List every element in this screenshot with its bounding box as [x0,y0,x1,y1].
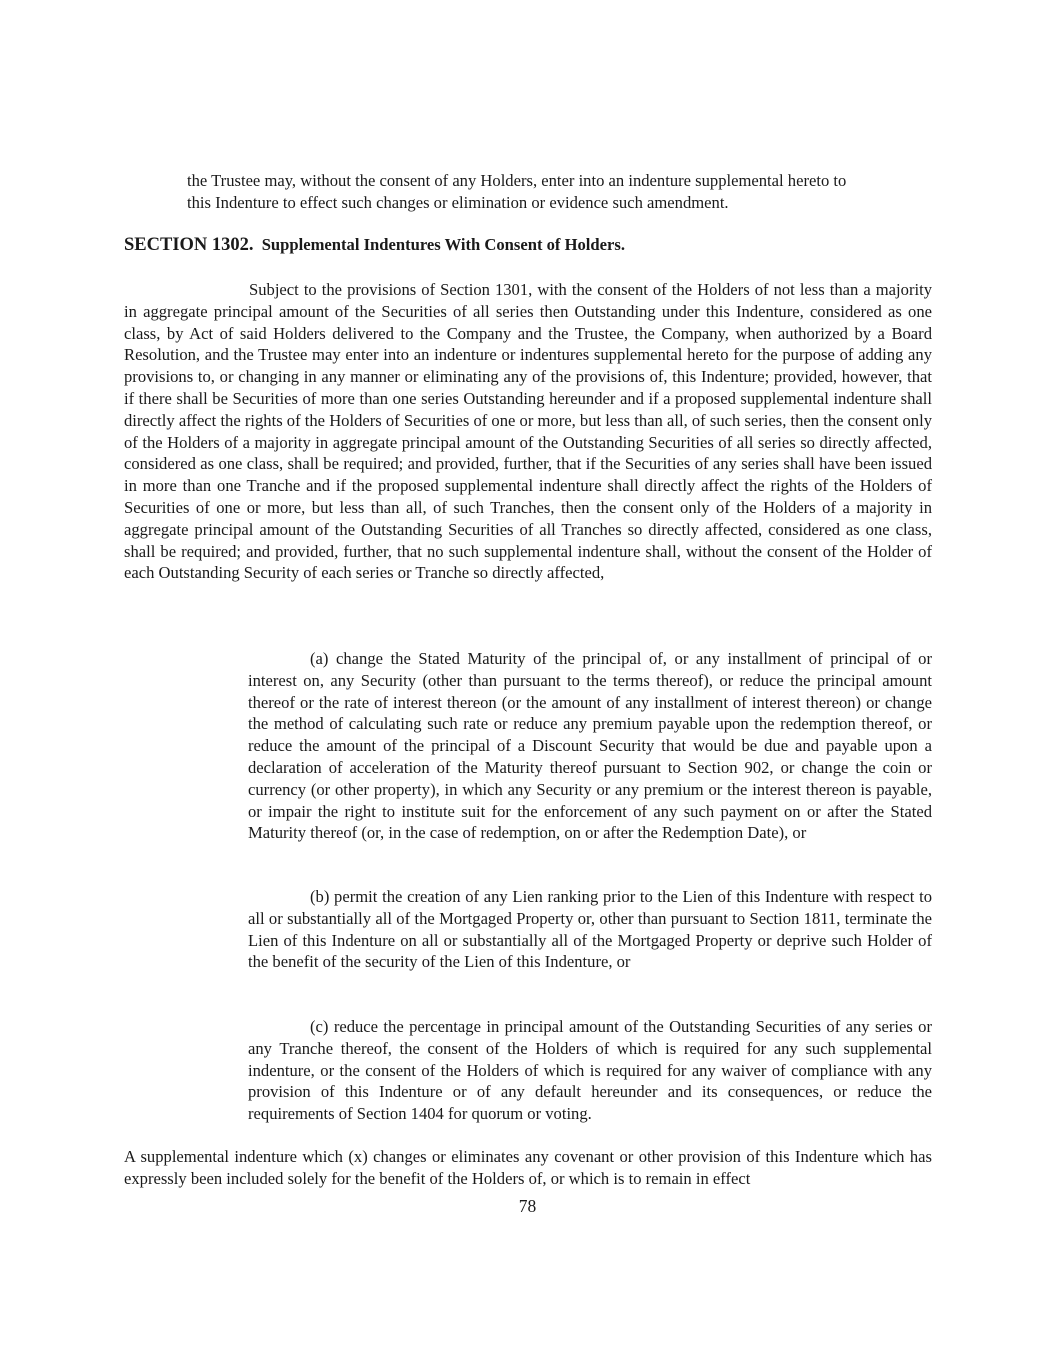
section-title: Supplemental Indentures With Consent of Holders. [261,235,625,254]
clause-a: (a) change the Stated Maturity of the principal of, or any installment of principal of or interest on, any Security (other than pursuant to the terms thereof), or reduce the principal amount thereof or the rate of interest thereon (or the amount of any installment of interest thereon) or change the method of calculating such rate or reduce any premium payable upon the redemption thereof, or reduce the amount of the principal of a Discount Security that would be due and payable upon a declaration of acceleration of the Maturity thereof pursuant to Section 902, or change the coin or currency (or other property), in which any Security or any premium or the interest thereon is payable, or impair the right to institute suit for the enforcement of any such payment on or after the Stated Maturity thereof (or, in the case of redemption, on or after the Redemption Date), or [248,649,932,843]
main-paragraph: Subject to the provisions of Section 1301, with the consent of the Holders of not less than a majority in aggregate principal amount of the Securities of all series then Outstanding under this Indenture, considered as one class, by Act of said Holders delivered to the Company and the Trustee, the Company, when authorized by a Board Resolution, and the Trustee may enter into an indenture or indentures supplemental hereto for the purpose of adding any provisions to, or changing in any manner or eliminating any of the provisions of, this Indenture; provided, however, that if there shall be Securities of more than one series Outstanding hereunder and if a proposed supplemental indenture shall directly affect the rights of the Holders of Securities of one or more, but less than all, of such series, then the consent only of the Holders of a majority in aggregate principal amount of the Outstanding Securities of all series so directly affected, considered as one class, shall be required; and provided, further, that if the Securities of any series shall have been issued in more than one Tranche and if the proposed supplemental indenture shall directly affect the rights of the Holders of Securities of one or more, but less than all, of such Tranches, then the consent only of the Holders of a majority in aggregate principal amount of the Outstanding Securities of all Tranches so directly affected, considered as one class, shall be required; and provided, further, that no such supplemental indenture shall, without the consent of the Holder of each Outstanding Security of each series or Tranche so directly affected, [124,280,932,583]
page-number: 78 [518,1196,537,1216]
closing-paragraph: A supplemental indenture which (x) changes or eliminates any covenant or other provision of this Indenture which has expressly been included solely for the benefit of the Holders of, or which is to remain in effect [124,1147,932,1188]
continuation-paragraph: the Trustee may, without the consent of any Holders, enter into an indenture supplemental hereto to this Indenture to effect such changes or elimination or evidence such amendment. [187,171,847,212]
clause-c: (c) reduce the percentage in principal amount of the Outstanding Securities of any series or any Tranche thereof, the consent of the Holders of which is required for any such supplemental indenture, or the consent of the Holders of which is required for any waiver of compliance with any provision of this Indenture or of any default hereunder and its consequences, or reduce the requirements of Section 1404 for quorum or voting. [248,1017,932,1124]
section-heading [124,234,934,257]
clause-b: (b) permit the creation of any Lien ranking prior to the Lien of this Indenture with respect to all or substantially all of the Mortgaged Property or, other than pursuant to Section 1811, terminate the Lien of this Indenture on all or substantially all of the Mortgaged Property or deprive such Holder of the benefit of the security of the Lien of this Indenture, or [248,887,932,972]
section-number: SECTION 1302. [124,235,254,255]
